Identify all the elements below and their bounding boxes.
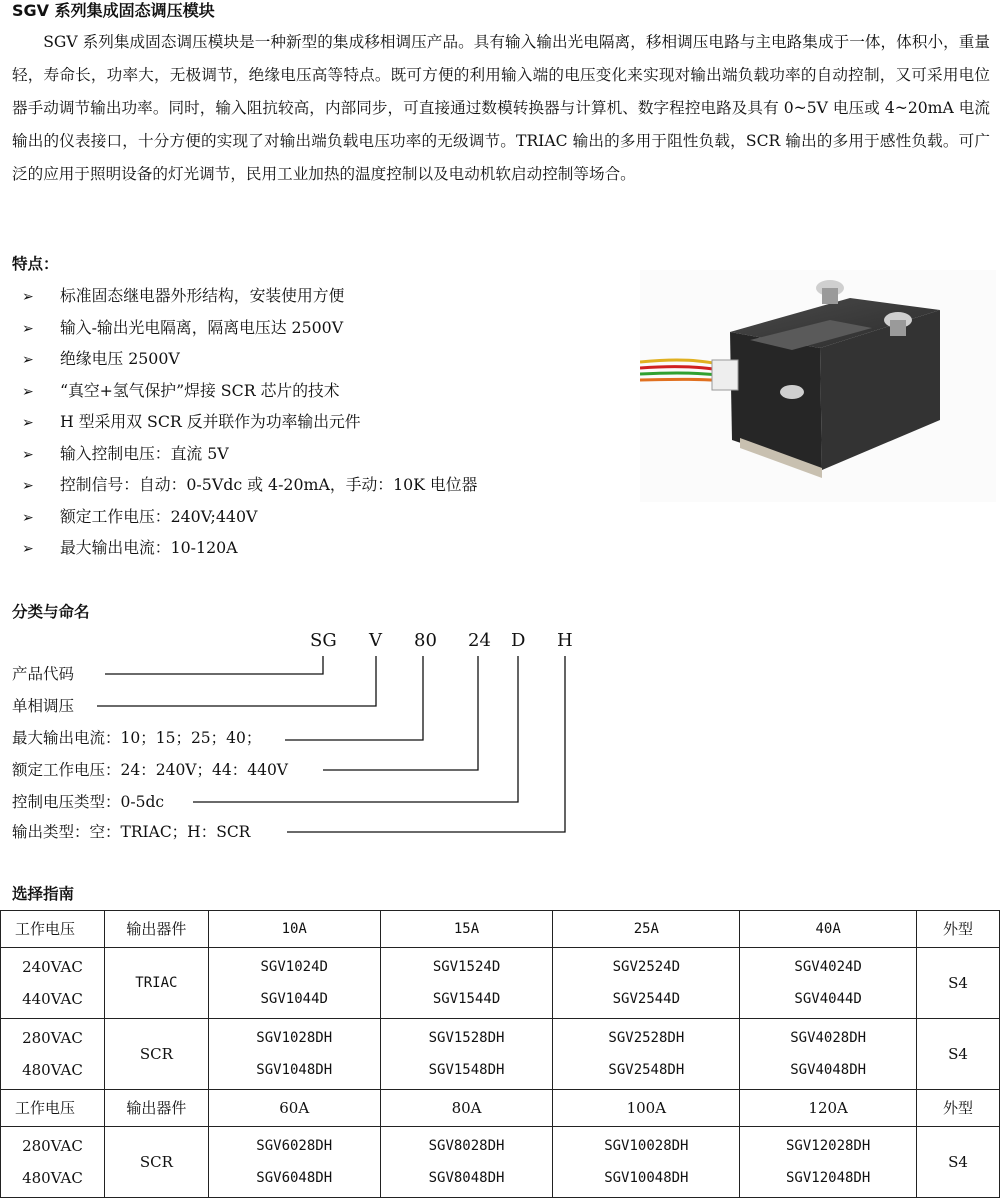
feature-text: “真空+氢气保护”焊接 SCR 芯片的技术	[60, 380, 340, 400]
feature-item	[22, 406, 477, 438]
header-cell: 100A	[553, 1090, 740, 1127]
header-cell: 15A	[380, 911, 553, 948]
guide-heading: 选择指南	[12, 885, 75, 903]
model-cell: SGV1028DH SGV1048DH	[208, 1019, 380, 1090]
intro-text: SGV 系列集成固态调压模块是一种新型的集成移相调压产品。具有输入输出光电隔离，移相调压电路与主电路集成于一体，体积小，重量轻，寿命长，功率大，无极调节，绝缘电压高等特点。既可方便的利用输入端的电压变化来实现对输出端负载功率的自动控制，又可采用电位器手动调节输出功率。同时，输入阻抗较高，内部同步，可直接通过数模转换器与计算机、数字程控电路及具有 0~5V 电压或 4~20mA 电流输出的仪表接口，十分方便的实现了对输出端负载电压功率的无级调节。TRIAC 输出的多用于阻性负载，SCR 输出的多用于感性负载。可广泛的应用于照明设备的灯光调节，民用工业加热的温度控制以及电动机软启动控制等场合。	[12, 33, 990, 183]
header-cell: 工作电压	[1, 911, 105, 948]
feature-text: 绝缘电压 2500V	[60, 349, 180, 368]
intro-paragraph	[12, 26, 990, 191]
code-segment: D	[511, 630, 526, 651]
feature-item	[22, 343, 477, 375]
model-cell: SGV10028DH SGV10048DH	[553, 1127, 740, 1198]
header-cell: 工作电压	[1, 1090, 105, 1127]
table-row	[1, 948, 1000, 1019]
feature-text: H 型采用双 SCR 反并联作为功率输出元件	[60, 412, 361, 431]
product-photo	[640, 270, 996, 502]
code-segment: SG	[310, 630, 337, 651]
arrow-bullet-icon: ➢	[22, 446, 34, 463]
features-list	[22, 280, 477, 564]
feature-item	[22, 532, 477, 564]
shape-cell: S4	[917, 1019, 1000, 1090]
voltage-cell: 280VAC 480VAC	[1, 1019, 105, 1090]
device-cell: SCR	[104, 1019, 208, 1090]
arrow-bullet-icon: ➢	[22, 320, 34, 337]
arrow-bullet-icon: ➢	[22, 289, 34, 305]
naming-heading: 分类与命名	[12, 603, 90, 621]
feature-item	[22, 438, 477, 470]
header-cell: 40A	[740, 911, 917, 948]
table-header-row	[1, 911, 1000, 948]
code-segment: H	[557, 630, 573, 651]
model-cell: SGV1024D SGV1044D	[208, 948, 380, 1019]
table-row	[1, 1127, 1000, 1198]
shape-cell: S4	[917, 948, 1000, 1019]
model-cell: SGV8028DH SGV8048DH	[380, 1127, 553, 1198]
model-cell: SGV1528DH SGV1548DH	[380, 1019, 553, 1090]
table-header-row	[1, 1090, 1000, 1127]
model-cell: SGV1524D SGV1544D	[380, 948, 553, 1019]
feature-item	[22, 375, 477, 407]
model-cell: SGV12028DH SGV12048DH	[740, 1127, 917, 1198]
device-cell: TRIAC	[104, 948, 208, 1019]
header-cell: 外型	[917, 911, 1000, 948]
code-segment: 24	[468, 630, 491, 651]
feature-text: 额定工作电压：240V;440V	[60, 506, 258, 526]
header-cell: 120A	[740, 1090, 917, 1127]
arrow-bullet-icon: ➢	[22, 509, 34, 526]
feature-item	[22, 280, 477, 312]
naming-row: 输出类型：空：TRIAC；H：SCR	[12, 823, 251, 841]
arrow-bullet-icon: ➢	[22, 415, 34, 431]
header-cell: 80A	[380, 1090, 553, 1127]
feature-item	[22, 312, 477, 344]
feature-text: 输入控制电压：直流 5V	[60, 443, 229, 463]
header-cell: 外型	[917, 1090, 1000, 1127]
features-heading: 特点：	[12, 255, 59, 273]
header-cell: 60A	[208, 1090, 380, 1127]
model-cell: SGV4024D SGV4044D	[740, 948, 917, 1019]
feature-text: 输入-输出光电隔离，隔离电压达 2500V	[60, 317, 344, 337]
naming-row: 控制电压类型：0-5dc	[12, 793, 165, 811]
code-segment: 80	[414, 630, 437, 651]
model-cell: SGV6028DH SGV6048DH	[208, 1127, 380, 1198]
model-cell: SGV2528DH SGV2548DH	[553, 1019, 740, 1090]
header-cell: 25A	[553, 911, 740, 948]
arrow-bullet-icon: ➢	[22, 541, 34, 557]
feature-item	[22, 501, 477, 533]
table-row	[1, 1019, 1000, 1090]
selection-table	[0, 910, 1000, 1198]
model-cell: SGV2524D SGV2544D	[553, 948, 740, 1019]
device-cell: SCR	[104, 1127, 208, 1198]
feature-text: 控制信号：自动：0-5Vdc 或 4-20mA，手动：10K 电位器	[60, 475, 478, 494]
arrow-bullet-icon: ➢	[22, 352, 34, 368]
header-cell: 输出器件	[104, 1090, 208, 1127]
feature-text: 最大输出电流：10-120A	[60, 538, 238, 557]
header-cell: 输出器件	[104, 911, 208, 948]
arrow-bullet-icon: ➢	[22, 383, 34, 400]
ssr-module-image	[640, 270, 996, 502]
voltage-cell: 240VAC 440VAC	[1, 948, 105, 1019]
page-title: SGV 系列集成固态调压模块	[12, 1, 215, 20]
naming-diagram	[0, 620, 620, 850]
voltage-cell: 280VAC 480VAC	[1, 1127, 105, 1198]
arrow-bullet-icon: ➢	[22, 478, 34, 494]
model-cell: SGV4028DH SGV4048DH	[740, 1019, 917, 1090]
shape-cell: S4	[917, 1127, 1000, 1198]
feature-item	[22, 469, 477, 501]
code-segment: V	[369, 630, 382, 651]
feature-text: 标准固态继电器外形结构，安装使用方便	[60, 286, 345, 305]
naming-row: 额定工作电压：24：240V；44：440V	[12, 761, 289, 779]
naming-row: 单相调压	[12, 697, 75, 715]
header-cell: 10A	[208, 911, 380, 948]
naming-row: 产品代码	[12, 665, 75, 683]
naming-row: 最大输出电流：10；15；25；40；	[12, 729, 262, 747]
